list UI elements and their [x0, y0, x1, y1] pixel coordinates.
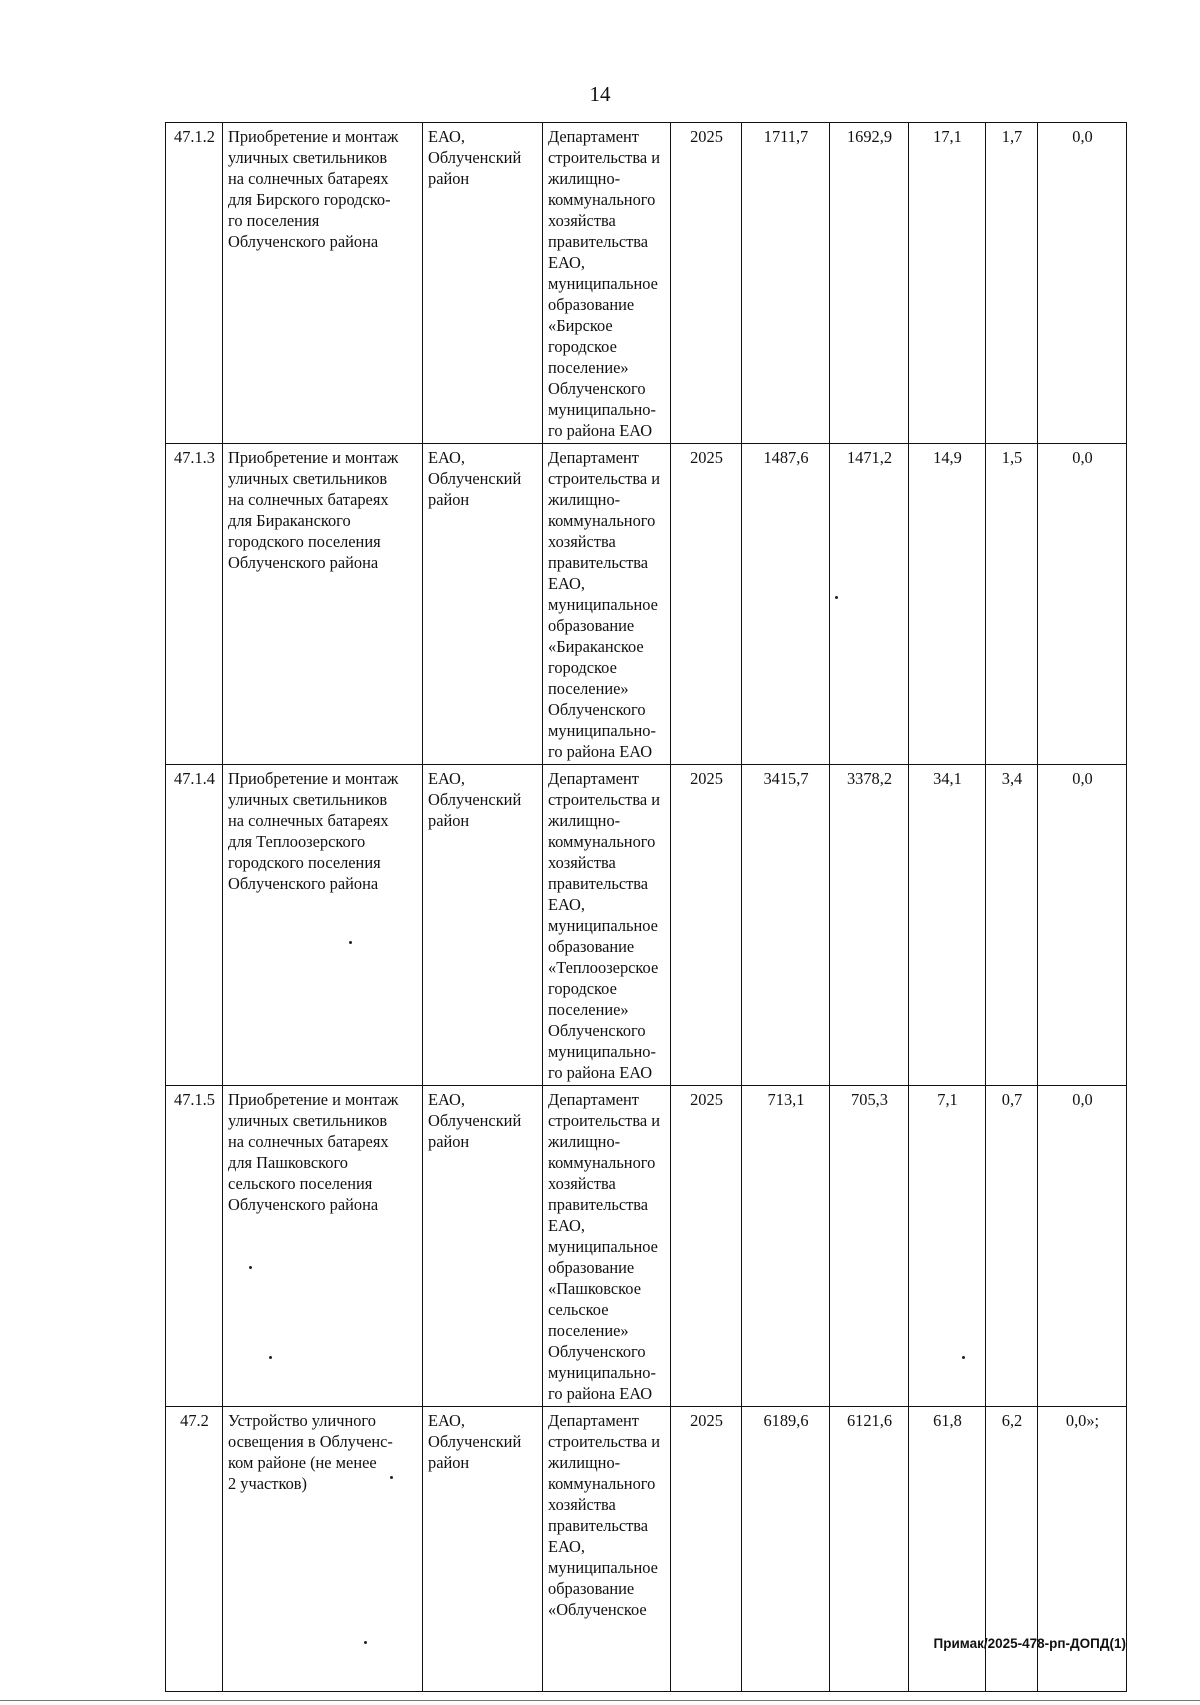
amount-2: 34,1 — [909, 765, 986, 1086]
responsible-department-line: городское — [548, 979, 617, 998]
measure-name-line: сельского поселения — [228, 1174, 373, 1193]
location — [423, 123, 543, 444]
table-row — [166, 444, 1127, 765]
measure-name-line: го поселения — [228, 211, 320, 230]
responsible-department-line: жилищно- — [548, 169, 621, 188]
scan-speck — [349, 941, 352, 944]
responsible-department-line: Департамент — [548, 127, 639, 146]
responsible-department-line: муниципальное — [548, 595, 658, 614]
amount-1: 1692,9 — [830, 123, 909, 444]
responsible-department-line: строительства и — [548, 469, 660, 488]
year: 2025 — [671, 765, 742, 1086]
measure-name-line: Устройство уличного — [228, 1411, 376, 1430]
total-amount: 3415,7 — [742, 765, 830, 1086]
location — [423, 1407, 543, 1692]
responsible-department-line: хозяйства — [548, 211, 616, 230]
scan-speck — [269, 1356, 272, 1359]
responsible-department-line: муниципально- — [548, 1042, 656, 1061]
item-number: 47.1.4 — [166, 765, 223, 1086]
responsible-department-line: Департамент — [548, 1090, 639, 1109]
measure-name-line: Облученского района — [228, 1195, 379, 1214]
measure-name-line: освещения в Облученс- — [228, 1432, 393, 1451]
location-line: Облученский — [428, 469, 522, 488]
measure-name-line: для Теплоозерского — [228, 832, 366, 851]
responsible-department-line: правительства — [548, 1516, 649, 1535]
location-line: район — [428, 1453, 470, 1472]
responsible-department-line: образование — [548, 616, 635, 635]
responsible-department-line: Облученского — [548, 1021, 646, 1040]
responsible-department-line: «Облученское — [548, 1600, 647, 1619]
amount-1: 3378,2 — [830, 765, 909, 1086]
location-line: район — [428, 1132, 470, 1151]
responsible-department-line: коммунального — [548, 1153, 656, 1172]
table-row — [166, 1086, 1127, 1407]
responsible-department-line: строительства и — [548, 1111, 660, 1130]
responsible-department-line: муниципальное — [548, 916, 658, 935]
measure-name-line: 2 участков) — [228, 1474, 307, 1493]
responsible-department — [543, 444, 671, 765]
measure-name-line: Приобретение и монтаж — [228, 448, 399, 467]
amount-4: 0,0 — [1038, 444, 1127, 765]
responsible-department-line: строительства и — [548, 1432, 660, 1451]
responsible-department-line: образование — [548, 1258, 635, 1277]
location-line: район — [428, 811, 470, 830]
measure-name-line: Приобретение и монтаж — [228, 1090, 399, 1109]
responsible-department-line: Облученского — [548, 700, 646, 719]
measure-name-line: Приобретение и монтаж — [228, 769, 399, 788]
amount-3: 0,7 — [986, 1086, 1038, 1407]
responsible-department-line: правительства — [548, 232, 649, 251]
responsible-department — [543, 1086, 671, 1407]
amount-2: 17,1 — [909, 123, 986, 444]
responsible-department-line: поселение» — [548, 1000, 629, 1019]
responsible-department-line: строительства и — [548, 790, 660, 809]
responsible-department-line: муниципальное — [548, 274, 658, 293]
responsible-department-line: муниципально- — [548, 1363, 656, 1382]
responsible-department-line: образование — [548, 295, 635, 314]
measure-name-line: Облученского района — [228, 553, 379, 572]
measure-name-line: ком районе (не менее — [228, 1453, 377, 1472]
total-amount: 1711,7 — [742, 123, 830, 444]
measure-name-line: городского поселения — [228, 853, 381, 872]
responsible-department-line: го района ЕАО — [548, 421, 653, 440]
responsible-department-line: коммунального — [548, 511, 656, 530]
amount-4: 0,0 — [1038, 123, 1127, 444]
measure-name-line: уличных светильников — [228, 469, 388, 488]
measure-name-line: для Бираканского — [228, 511, 351, 530]
measure-name — [223, 765, 423, 1086]
responsible-department — [543, 123, 671, 444]
measure-name-line: на солнечных батареях — [228, 811, 389, 830]
responsible-department-line: хозяйства — [548, 532, 616, 551]
measure-name-line: для Бирского городско- — [228, 190, 391, 209]
item-number: 47.2 — [166, 1407, 223, 1692]
item-number: 47.1.2 — [166, 123, 223, 444]
scan-edge-line — [0, 1700, 1200, 1701]
item-number: 47.1.5 — [166, 1086, 223, 1407]
measure-name — [223, 123, 423, 444]
amount-4: 0,0 — [1038, 1086, 1127, 1407]
responsible-department — [543, 765, 671, 1086]
amount-3: 1,5 — [986, 444, 1038, 765]
location-line: Облученский — [428, 790, 522, 809]
measure-name-line: уличных светильников — [228, 148, 388, 167]
responsible-department-line: поселение» — [548, 679, 629, 698]
responsible-department-line: «Бирское — [548, 316, 613, 335]
responsible-department-line: жилищно- — [548, 1453, 621, 1472]
responsible-department-line: ЕАО, — [548, 1537, 585, 1556]
responsible-department-line: Облученского — [548, 379, 646, 398]
measure-name — [223, 1086, 423, 1407]
measure-name — [223, 444, 423, 765]
scan-speck — [835, 596, 838, 599]
amount-2: 7,1 — [909, 1086, 986, 1407]
responsible-department-line: жилищно- — [548, 1132, 621, 1151]
document-footer: Примак/2025-478-рп-ДОПД(1) — [933, 1636, 1126, 1651]
location-line: ЕАО, — [428, 127, 465, 146]
responsible-department-line: ЕАО, — [548, 574, 585, 593]
responsible-department-line: строительства и — [548, 148, 660, 167]
location-line: ЕАО, — [428, 1411, 465, 1430]
total-amount: 6189,6 — [742, 1407, 830, 1692]
responsible-department-line: правительства — [548, 1195, 649, 1214]
year: 2025 — [671, 1407, 742, 1692]
scan-speck — [390, 1476, 393, 1479]
scan-speck — [249, 1266, 252, 1269]
location — [423, 765, 543, 1086]
location-line: ЕАО, — [428, 448, 465, 467]
responsible-department-line: образование — [548, 937, 635, 956]
location-line: Облученский — [428, 1111, 522, 1130]
amount-1: 705,3 — [830, 1086, 909, 1407]
amount-4: 0,0»; — [1038, 1407, 1127, 1692]
location-line: ЕАО, — [428, 1090, 465, 1109]
item-number: 47.1.3 — [166, 444, 223, 765]
year: 2025 — [671, 1086, 742, 1407]
responsible-department-line: муниципальное — [548, 1237, 658, 1256]
page-number: 14 — [589, 82, 611, 106]
responsible-department-line: образование — [548, 1579, 635, 1598]
responsible-department-line: муниципально- — [548, 721, 656, 740]
measure-name-line: для Пашковского — [228, 1153, 348, 1172]
responsible-department-line: правительства — [548, 553, 649, 572]
measure-name-line: уличных светильников — [228, 790, 388, 809]
responsible-department-line: жилищно- — [548, 490, 621, 509]
responsible-department-line: хозяйства — [548, 853, 616, 872]
amount-1: 1471,2 — [830, 444, 909, 765]
location-line: ЕАО, — [428, 769, 465, 788]
responsible-department-line: «Бираканское — [548, 637, 644, 656]
amount-3: 6,2 — [986, 1407, 1038, 1692]
amount-4: 0,0 — [1038, 765, 1127, 1086]
table-row — [166, 123, 1127, 444]
amount-3: 3,4 — [986, 765, 1038, 1086]
responsible-department-line: «Пашковское — [548, 1279, 641, 1298]
responsible-department-line: правительства — [548, 874, 649, 893]
responsible-department-line: сельское — [548, 1300, 609, 1319]
responsible-department-line: коммунального — [548, 832, 656, 851]
amount-1: 6121,6 — [830, 1407, 909, 1692]
responsible-department-line: хозяйства — [548, 1495, 616, 1514]
location — [423, 1086, 543, 1407]
responsible-department — [543, 1407, 671, 1692]
responsible-department-line: ЕАО, — [548, 1216, 585, 1235]
location-line: район — [428, 490, 470, 509]
responsible-department-line: муниципально- — [548, 400, 656, 419]
measure-name — [223, 1407, 423, 1692]
responsible-department-line: го района ЕАО — [548, 1063, 653, 1082]
location-line: Облученский — [428, 148, 522, 167]
responsible-department-line: го района ЕАО — [548, 1384, 653, 1403]
year: 2025 — [671, 123, 742, 444]
table-body — [166, 123, 1127, 1692]
responsible-department-line: коммунального — [548, 190, 656, 209]
amount-2: 14,9 — [909, 444, 986, 765]
measure-name-line: уличных светильников — [228, 1111, 388, 1130]
responsible-department-line: поселение» — [548, 358, 629, 377]
total-amount: 713,1 — [742, 1086, 830, 1407]
table-row — [166, 765, 1127, 1086]
responsible-department-line: Облученского — [548, 1342, 646, 1361]
total-amount: 1487,6 — [742, 444, 830, 765]
location-line: Облученский — [428, 1432, 522, 1451]
measure-name-line: на солнечных батареях — [228, 1132, 389, 1151]
responsible-department-line: поселение» — [548, 1321, 629, 1340]
responsible-department-line: жилищно- — [548, 811, 621, 830]
scan-speck — [364, 1641, 367, 1644]
amount-2: 61,8 — [909, 1407, 986, 1692]
responsible-department-line: городское — [548, 658, 617, 677]
measure-name-line: Приобретение и монтаж — [228, 127, 399, 146]
year: 2025 — [671, 444, 742, 765]
responsible-department-line: «Теплоозерское — [548, 958, 659, 977]
responsible-department-line: муниципальное — [548, 1558, 658, 1577]
responsible-department-line: ЕАО, — [548, 895, 585, 914]
location-line: район — [428, 169, 470, 188]
measure-name-line: Облученского района — [228, 874, 379, 893]
measure-name-line: на солнечных батареях — [228, 490, 389, 509]
amount-3: 1,7 — [986, 123, 1038, 444]
responsible-department-line: городское — [548, 337, 617, 356]
responsible-department-line: го района ЕАО — [548, 742, 653, 761]
responsible-department-line: Департамент — [548, 448, 639, 467]
responsible-department-line: Департамент — [548, 769, 639, 788]
measure-name-line: городского поселения — [228, 532, 381, 551]
measure-name-line: на солнечных батареях — [228, 169, 389, 188]
measures-table — [165, 122, 1127, 1692]
location — [423, 444, 543, 765]
responsible-department-line: хозяйства — [548, 1174, 616, 1193]
responsible-department-line: коммунального — [548, 1474, 656, 1493]
responsible-department-line: Департамент — [548, 1411, 639, 1430]
measure-name-line: Облученского района — [228, 232, 379, 251]
scan-speck — [962, 1356, 965, 1359]
responsible-department-line: ЕАО, — [548, 253, 585, 272]
